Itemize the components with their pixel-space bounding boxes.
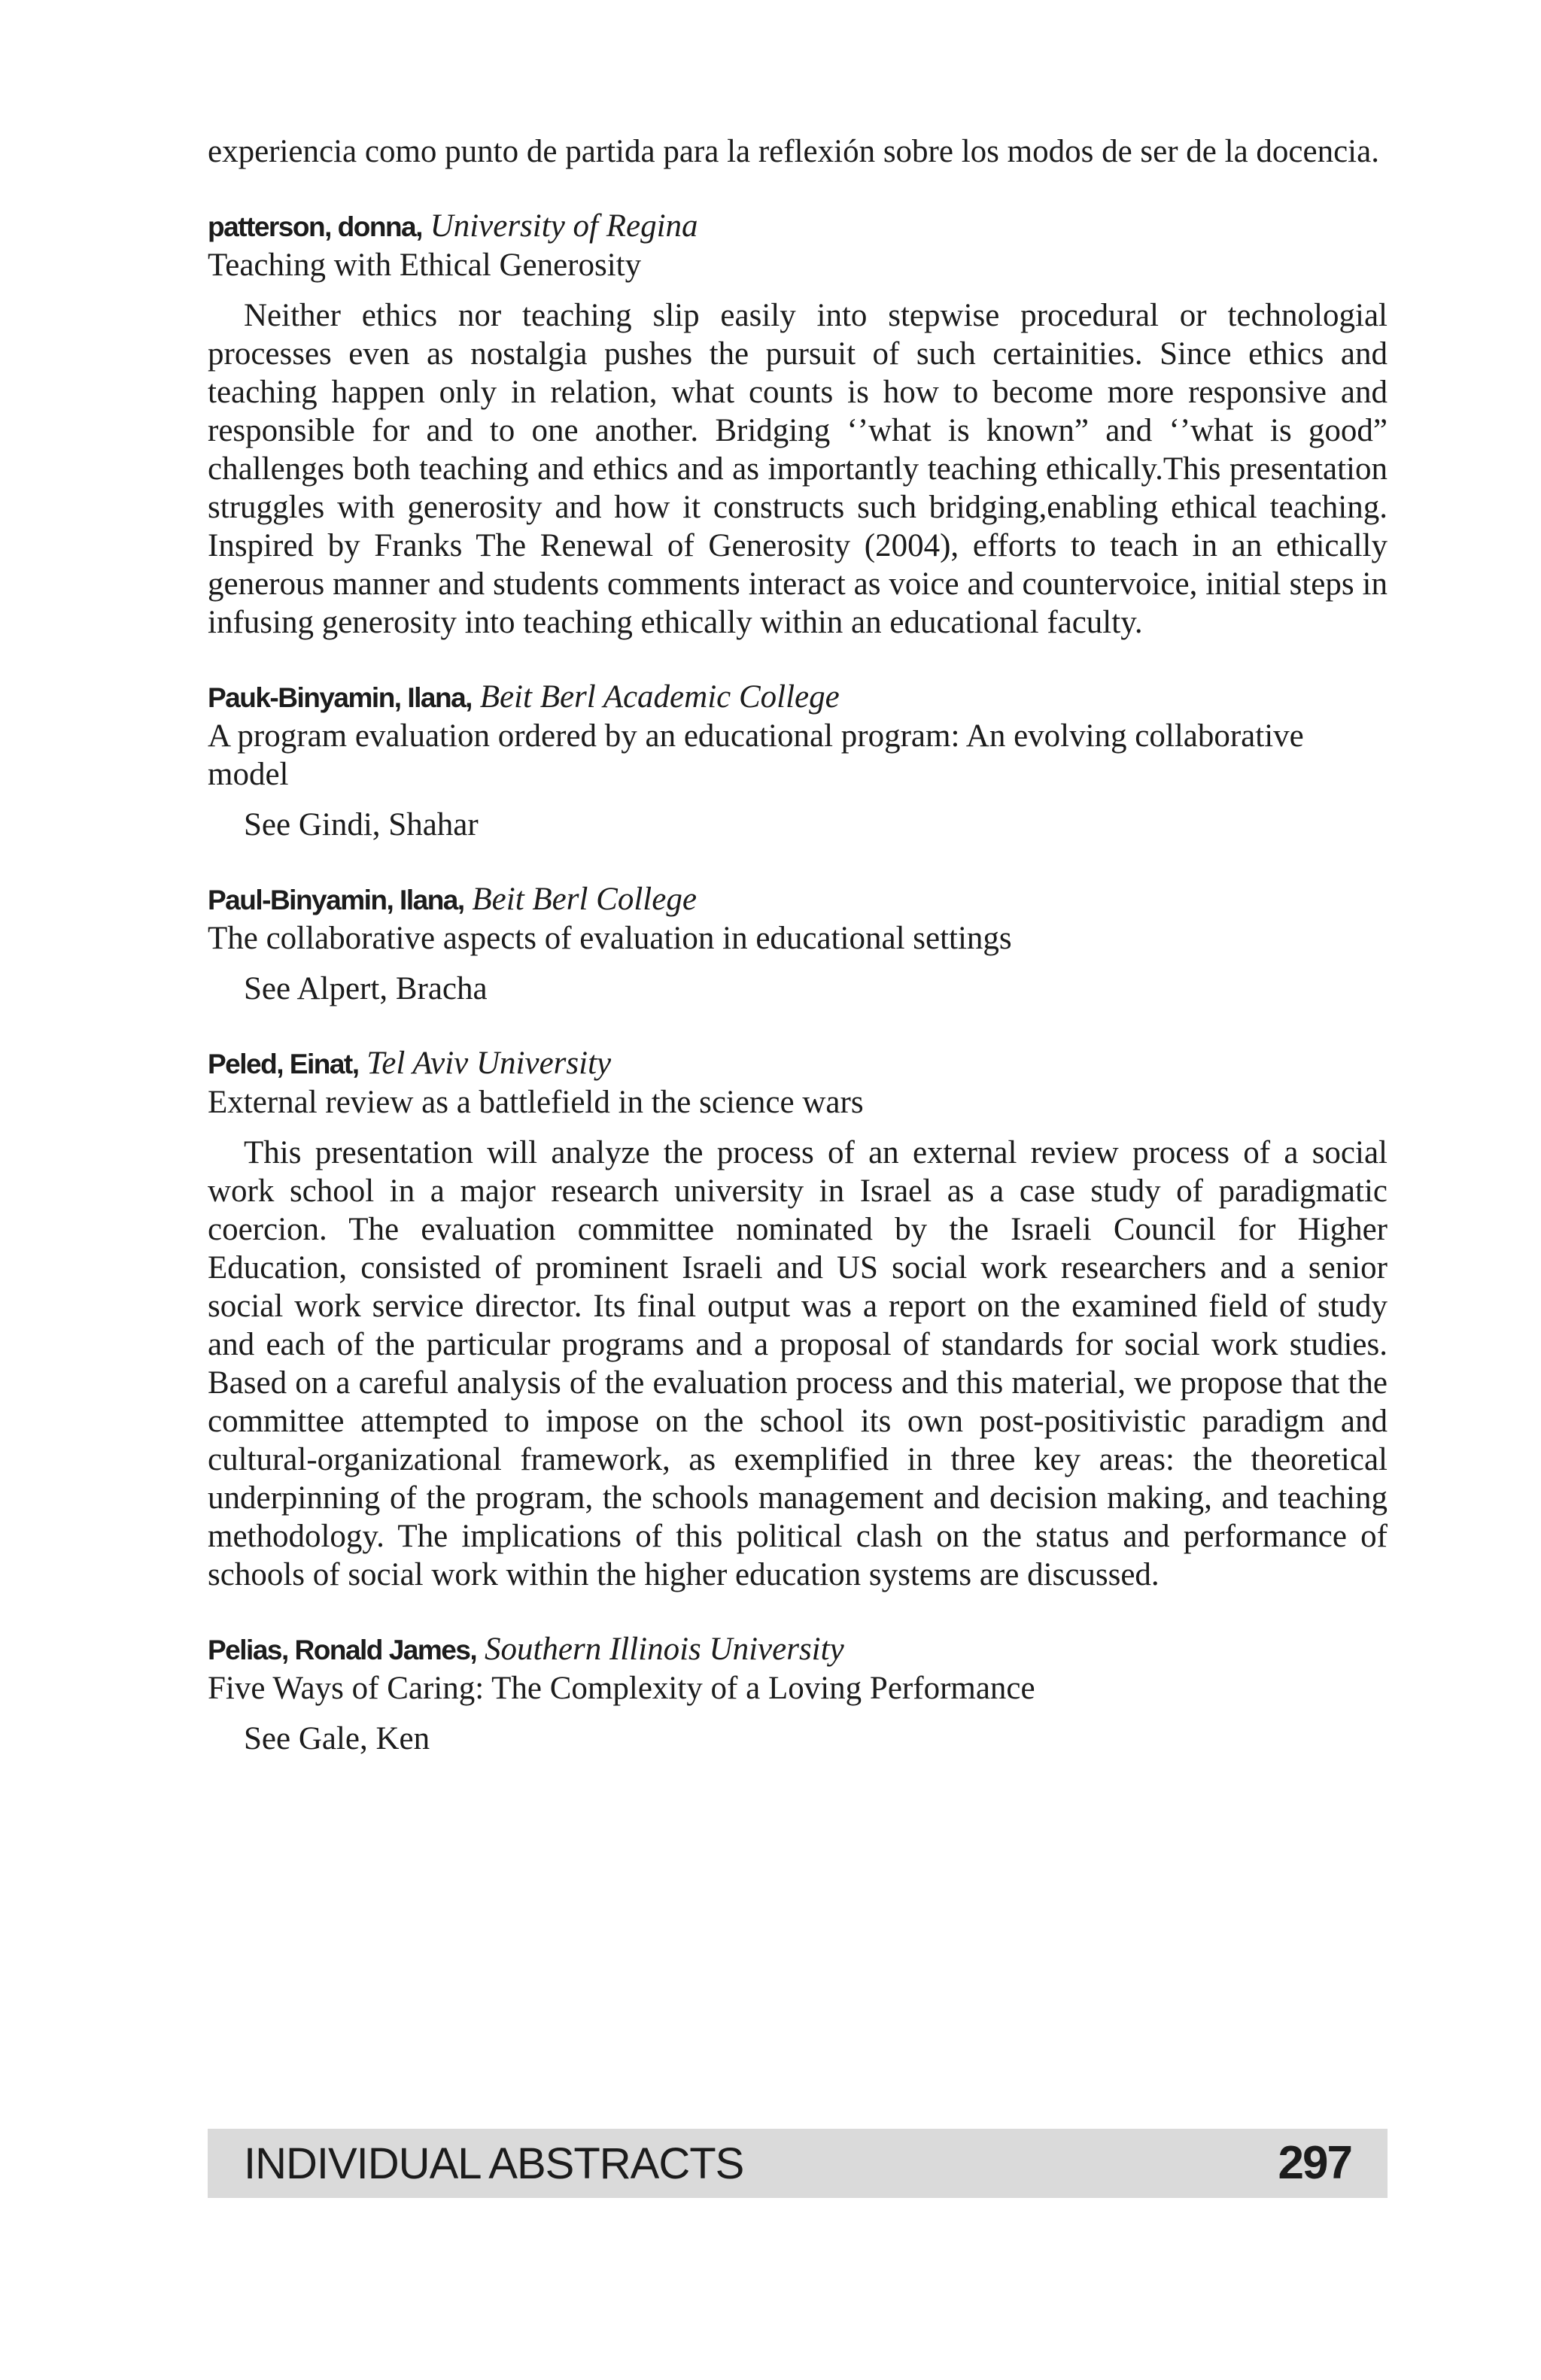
author-name: Pelias, Ronald James, [208,1635,477,1665]
author-affiliation: Beit Berl Academic College [479,679,840,715]
cross-reference: See Alpert, Bracha [244,971,488,1006]
author-name: Pauk-Binyamin, Ilana, [208,682,472,713]
abstract-entry-pelias [208,1630,1388,1758]
author-affiliation: University of Regina [430,208,698,244]
author-line [208,207,1388,246]
abstract-title: Teaching with Ethical Generosity [208,247,642,283]
page-footer [208,2129,1388,2198]
text-column [208,132,1388,1758]
abstract-title: The collaborative aspects of evaluation in educational settings [208,921,1012,956]
author-name: patterson, donna, [208,211,422,242]
abstract-entry-pauk-binyamin [208,678,1388,844]
cross-reference: See Gindi, Shahar [244,807,479,842]
author-name: Peled, Einat, [208,1049,359,1079]
abstract-entry-patterson [208,207,1388,642]
author-affiliation: Beit Berl College [472,882,697,917]
abstract-title: Five Ways of Caring: The Complexity of a Loving Performance [208,1671,1035,1706]
abstract-entry-paul-binyamin [208,880,1388,1008]
author-affiliation: Southern Illinois University [484,1632,844,1667]
cross-reference: See Gale, Ken [244,1721,430,1756]
author-line [208,1044,1388,1083]
abstract-title: External review as a battlefield in the science wars [208,1085,864,1120]
author-line [208,880,1388,919]
abstract-body: Neither ethics nor teaching slip easily into stepwise procedural or technologial processes even as nostalgia pushes the pursuit of such certainities. Since ethics and teaching happen only in relation, what counts is how to become more responsive and responsible for and to one another. Bridging ‘’what is known” and ‘’what is good” challenges both teaching and ethics and as importantly teaching ethically.This presentation struggles with generosity and how it constructs such bridging,enabling ethical teaching. Inspired by Franks The Renewal of Generosity (2004), efforts to teach in an ethically generous manner and students comments interact as voice and countervoice, initial steps in infusing generosity into teaching ethically within an educational faculty. [208,298,1388,640]
intro-paragraph: experiencia como punto de partida para la reflexión sobre los modos de ser de la docencia. [208,134,1379,169]
page-number: 297 [1278,2137,1351,2189]
author-name: Paul-Binyamin, Ilana, [208,885,464,915]
author-line [208,1630,1388,1669]
author-line [208,678,1388,717]
author-affiliation: Tel Aviv University [366,1046,612,1081]
abstract-body: This presentation will analyze the process of an external review process of a social work school in a major research university in Israel as a case study of paradigmatic coercion. The evaluation committee nominated by the Israeli Council for Higher Education, consisted of prominent Israeli and US social work researchers and a senior social work service director. Its final output was a report on the examined field of study and each of the particular programs and a proposal of standards for social work studies. Based on a careful analysis of the evaluation process and this material, we propose that the committee attempted to impose on the school its own post-positivistic paradigm and cultural-organizational framework, as exemplified in three key areas: the theoretical underpinning of the program, the schools management and decision making, and teaching methodology. The implications of this political clash on the status and performance of schools of social work within the higher education systems are discussed. [208,1135,1388,1592]
abstract-title: A program evaluation ordered by an educational program: An evolving collaborative model [208,718,1304,792]
abstract-entry-peled [208,1044,1388,1594]
section-label: INDIVIDUAL ABSTRACTS [244,2139,744,2188]
